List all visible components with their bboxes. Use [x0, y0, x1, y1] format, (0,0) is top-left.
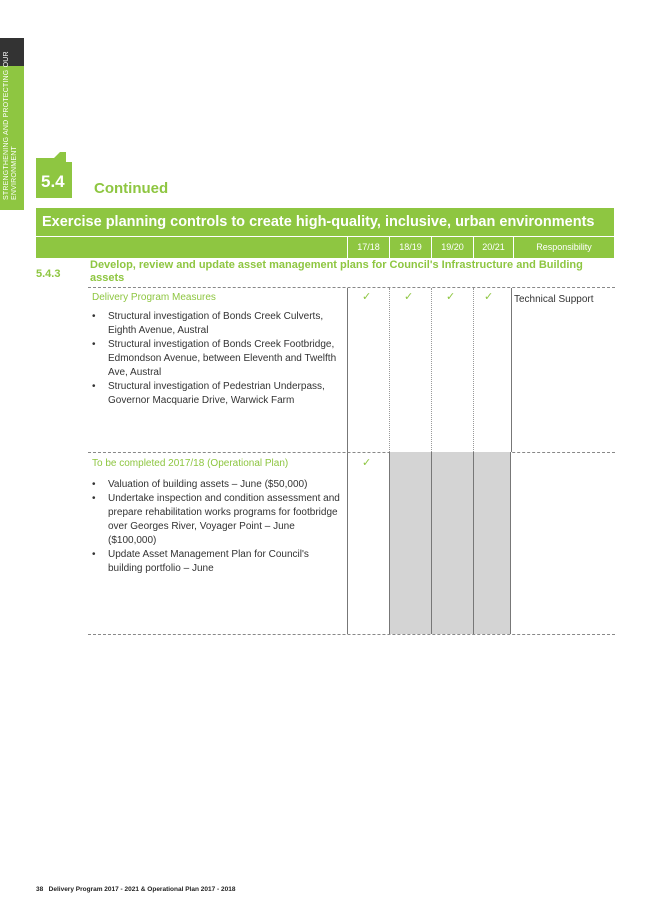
row-divider [88, 287, 615, 288]
tick-icon: ✓ [362, 291, 372, 303]
column-line [431, 288, 432, 452]
section-badge [36, 152, 72, 198]
header-responsibility: Responsibility [513, 237, 614, 258]
delivery-list [92, 310, 342, 408]
operational-heading: To be completed 2017/18 (Operational Plan) [92, 458, 289, 469]
tick-icon: ✓ [484, 291, 494, 303]
tick-icon: ✓ [404, 291, 414, 303]
tick-icon: ✓ [446, 291, 456, 303]
delivery-heading: Delivery Program Measures [92, 292, 216, 303]
tick-icon: ✓ [362, 457, 372, 469]
list-item: • Structural investigation of Bonds Creek Footbridge, Edmondson Avenue, between Eleventh and Twelfth Ave, Austral [92, 338, 342, 380]
header-year-3: 19/20 [431, 237, 473, 258]
objective-banner: Exercise planning controls to create high-quality, inclusive, urban environments [36, 208, 614, 236]
responsibility-cell: Technical Support [514, 294, 594, 305]
column-line [389, 288, 390, 452]
shaded-cell [473, 452, 511, 634]
list-item: • Valuation of building assets – June ($50,000) [92, 478, 342, 492]
shaded-cell [431, 452, 473, 634]
row-divider [88, 452, 615, 453]
column-line [347, 288, 348, 634]
column-line [511, 288, 512, 452]
footer-text: Delivery Program 2017 - 2021 & Operational Plan 2017 - 2018 [48, 886, 236, 893]
table-bottom-border [88, 634, 615, 635]
side-tab-label: STRENGTHENING AND PROTECTING OUR ENVIRONMENT [3, 51, 18, 200]
shaded-cell [389, 452, 431, 634]
action-title: Develop, review and update asset management plans for Council's Infrastructure and Building assets [90, 259, 583, 284]
page-number: 38 [36, 886, 44, 893]
section-number: 5.4 [41, 172, 65, 191]
continued-label: Continued [94, 180, 169, 197]
column-line [473, 288, 474, 452]
list-item: • Structural investigation of Pedestrian Underpass, Governor Macquarie Drive, Warwick Farm [92, 380, 342, 408]
list-item: • Structural investigation of Bonds Creek Culverts, Eighth Avenue, Austral [92, 310, 342, 338]
header-year-2: 18/19 [389, 237, 431, 258]
header-year-4: 20/21 [473, 237, 513, 258]
header-year-1: 17/18 [347, 237, 389, 258]
list-item: • Undertake inspection and condition assessment and prepare rehabilitation works programs for footbridge over Georges River, Voyager Point – June ($100,000) [92, 492, 342, 548]
list-item: • Update Asset Management Plan for Council's building portfolio – June [92, 548, 342, 576]
table-header [36, 237, 614, 258]
operational-list [92, 478, 342, 576]
page-footer [36, 886, 235, 893]
action-code: 5.4.3 [36, 268, 61, 280]
